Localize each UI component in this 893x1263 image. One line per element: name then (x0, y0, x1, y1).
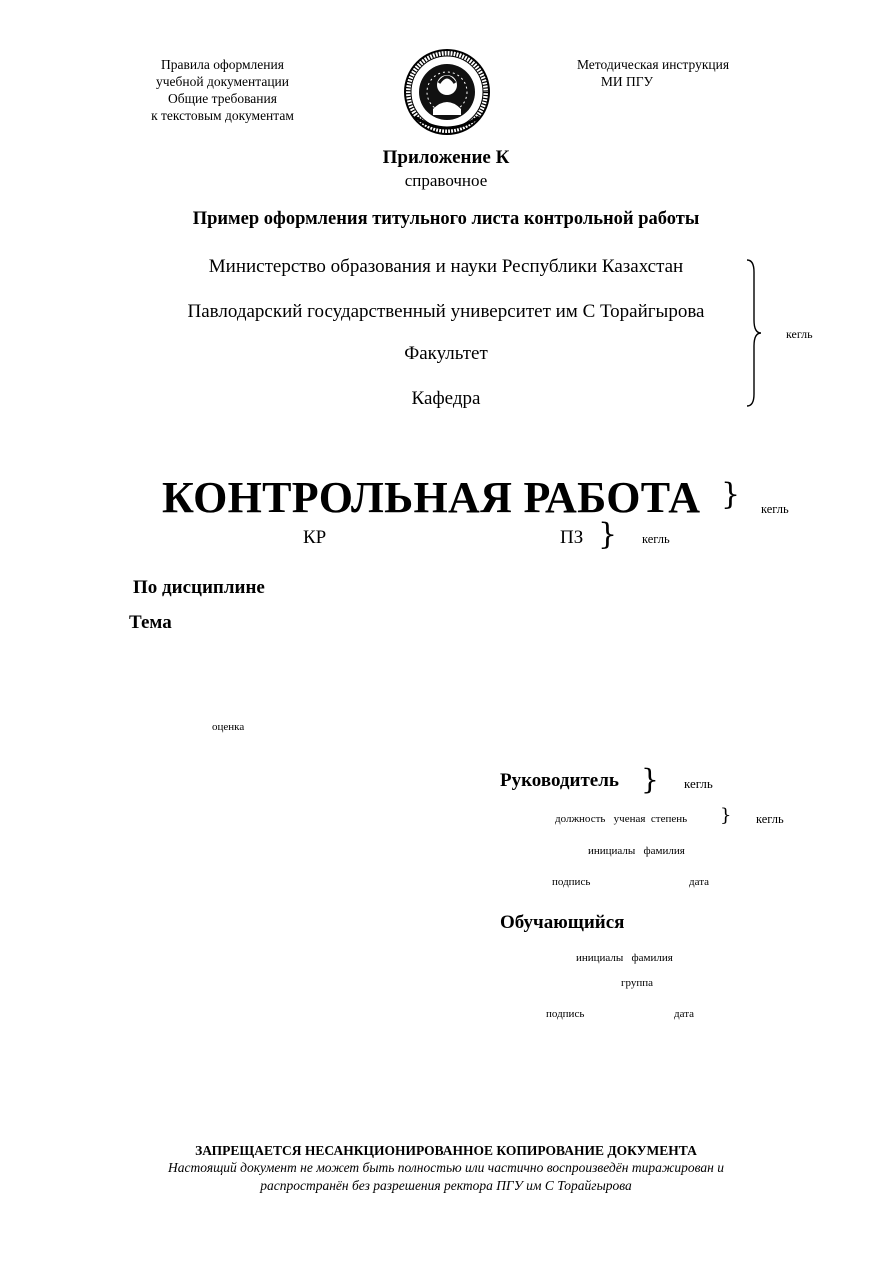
footer-line-2: распространён без разрешения ректора ПГУ им С Торайгырова (260, 1178, 632, 1193)
pz-label: ПЗ (560, 527, 584, 548)
footer-line-1: Настоящий документ не может быть полностью или частично воспроизведён тиражирован и (168, 1160, 724, 1175)
student-signature: подпись (546, 1008, 585, 1020)
university-line: Павлодарский государственный университет им С Торайгырова (187, 301, 705, 322)
supervisor-position: должность ученая степень (555, 813, 688, 825)
header-left-line-1: Правила оформления (161, 57, 284, 72)
header-left-block (135, 56, 310, 124)
supervisor-label: Руководитель (500, 770, 619, 791)
student-group: группа (621, 977, 654, 989)
student-label: Обучающийся (500, 912, 625, 933)
position-brace: } (720, 805, 732, 826)
department-line: Кафедра (411, 388, 481, 409)
kr-label: КР (303, 527, 327, 548)
kr-brace: } (598, 517, 618, 552)
supervisor-brace: } (641, 763, 659, 796)
example-heading: Пример оформления титульного листа контрольной работы (192, 209, 700, 229)
kr-size-note: кегль (642, 532, 670, 546)
institution-brace (744, 258, 764, 408)
grade-label: оценка (212, 721, 245, 733)
header-right-line-2: МИ ПГУ (600, 74, 654, 89)
header-right-block (553, 56, 753, 90)
work-title: КОНТРОЛЬНАЯ РАБОТА (162, 473, 701, 522)
title-size-note: кегль (761, 502, 789, 516)
faculty-line: Факультет (404, 343, 488, 364)
ministry-line: Министерство образования и науки Республики Казахстан (208, 256, 684, 277)
appendix-title: Приложение К (382, 147, 510, 168)
header-right-line-1: Методическая инструкция (576, 57, 730, 72)
header-left-line-4: к текстовым документам (151, 108, 294, 123)
title-brace: } (721, 477, 741, 512)
header-left-line-3: Общие требования (168, 91, 277, 106)
university-logo (403, 47, 491, 137)
topic-label: Тема (129, 612, 172, 633)
discipline-label: По дисциплине (133, 577, 265, 598)
position-size-note: кегль (756, 812, 784, 826)
student-initials: инициалы фамилия (576, 952, 673, 964)
appendix-subtitle: справочное (404, 171, 488, 190)
student-date: дата (674, 1008, 695, 1020)
footer-warning: ЗАПРЕЩАЕТСЯ НЕСАНКЦИОНИРОВАННОЕ КОПИРОВАНИЕ ДОКУМЕНТА (195, 1143, 697, 1158)
institution-size-note: кегль (786, 327, 813, 341)
header-left-line-2: учебной документации (155, 74, 290, 89)
supervisor-date: дата (689, 876, 710, 888)
supervisor-size-note: кегль (684, 776, 713, 791)
supervisor-initials: инициалы фамилия (588, 845, 685, 857)
supervisor-signature: подпись (552, 876, 591, 888)
